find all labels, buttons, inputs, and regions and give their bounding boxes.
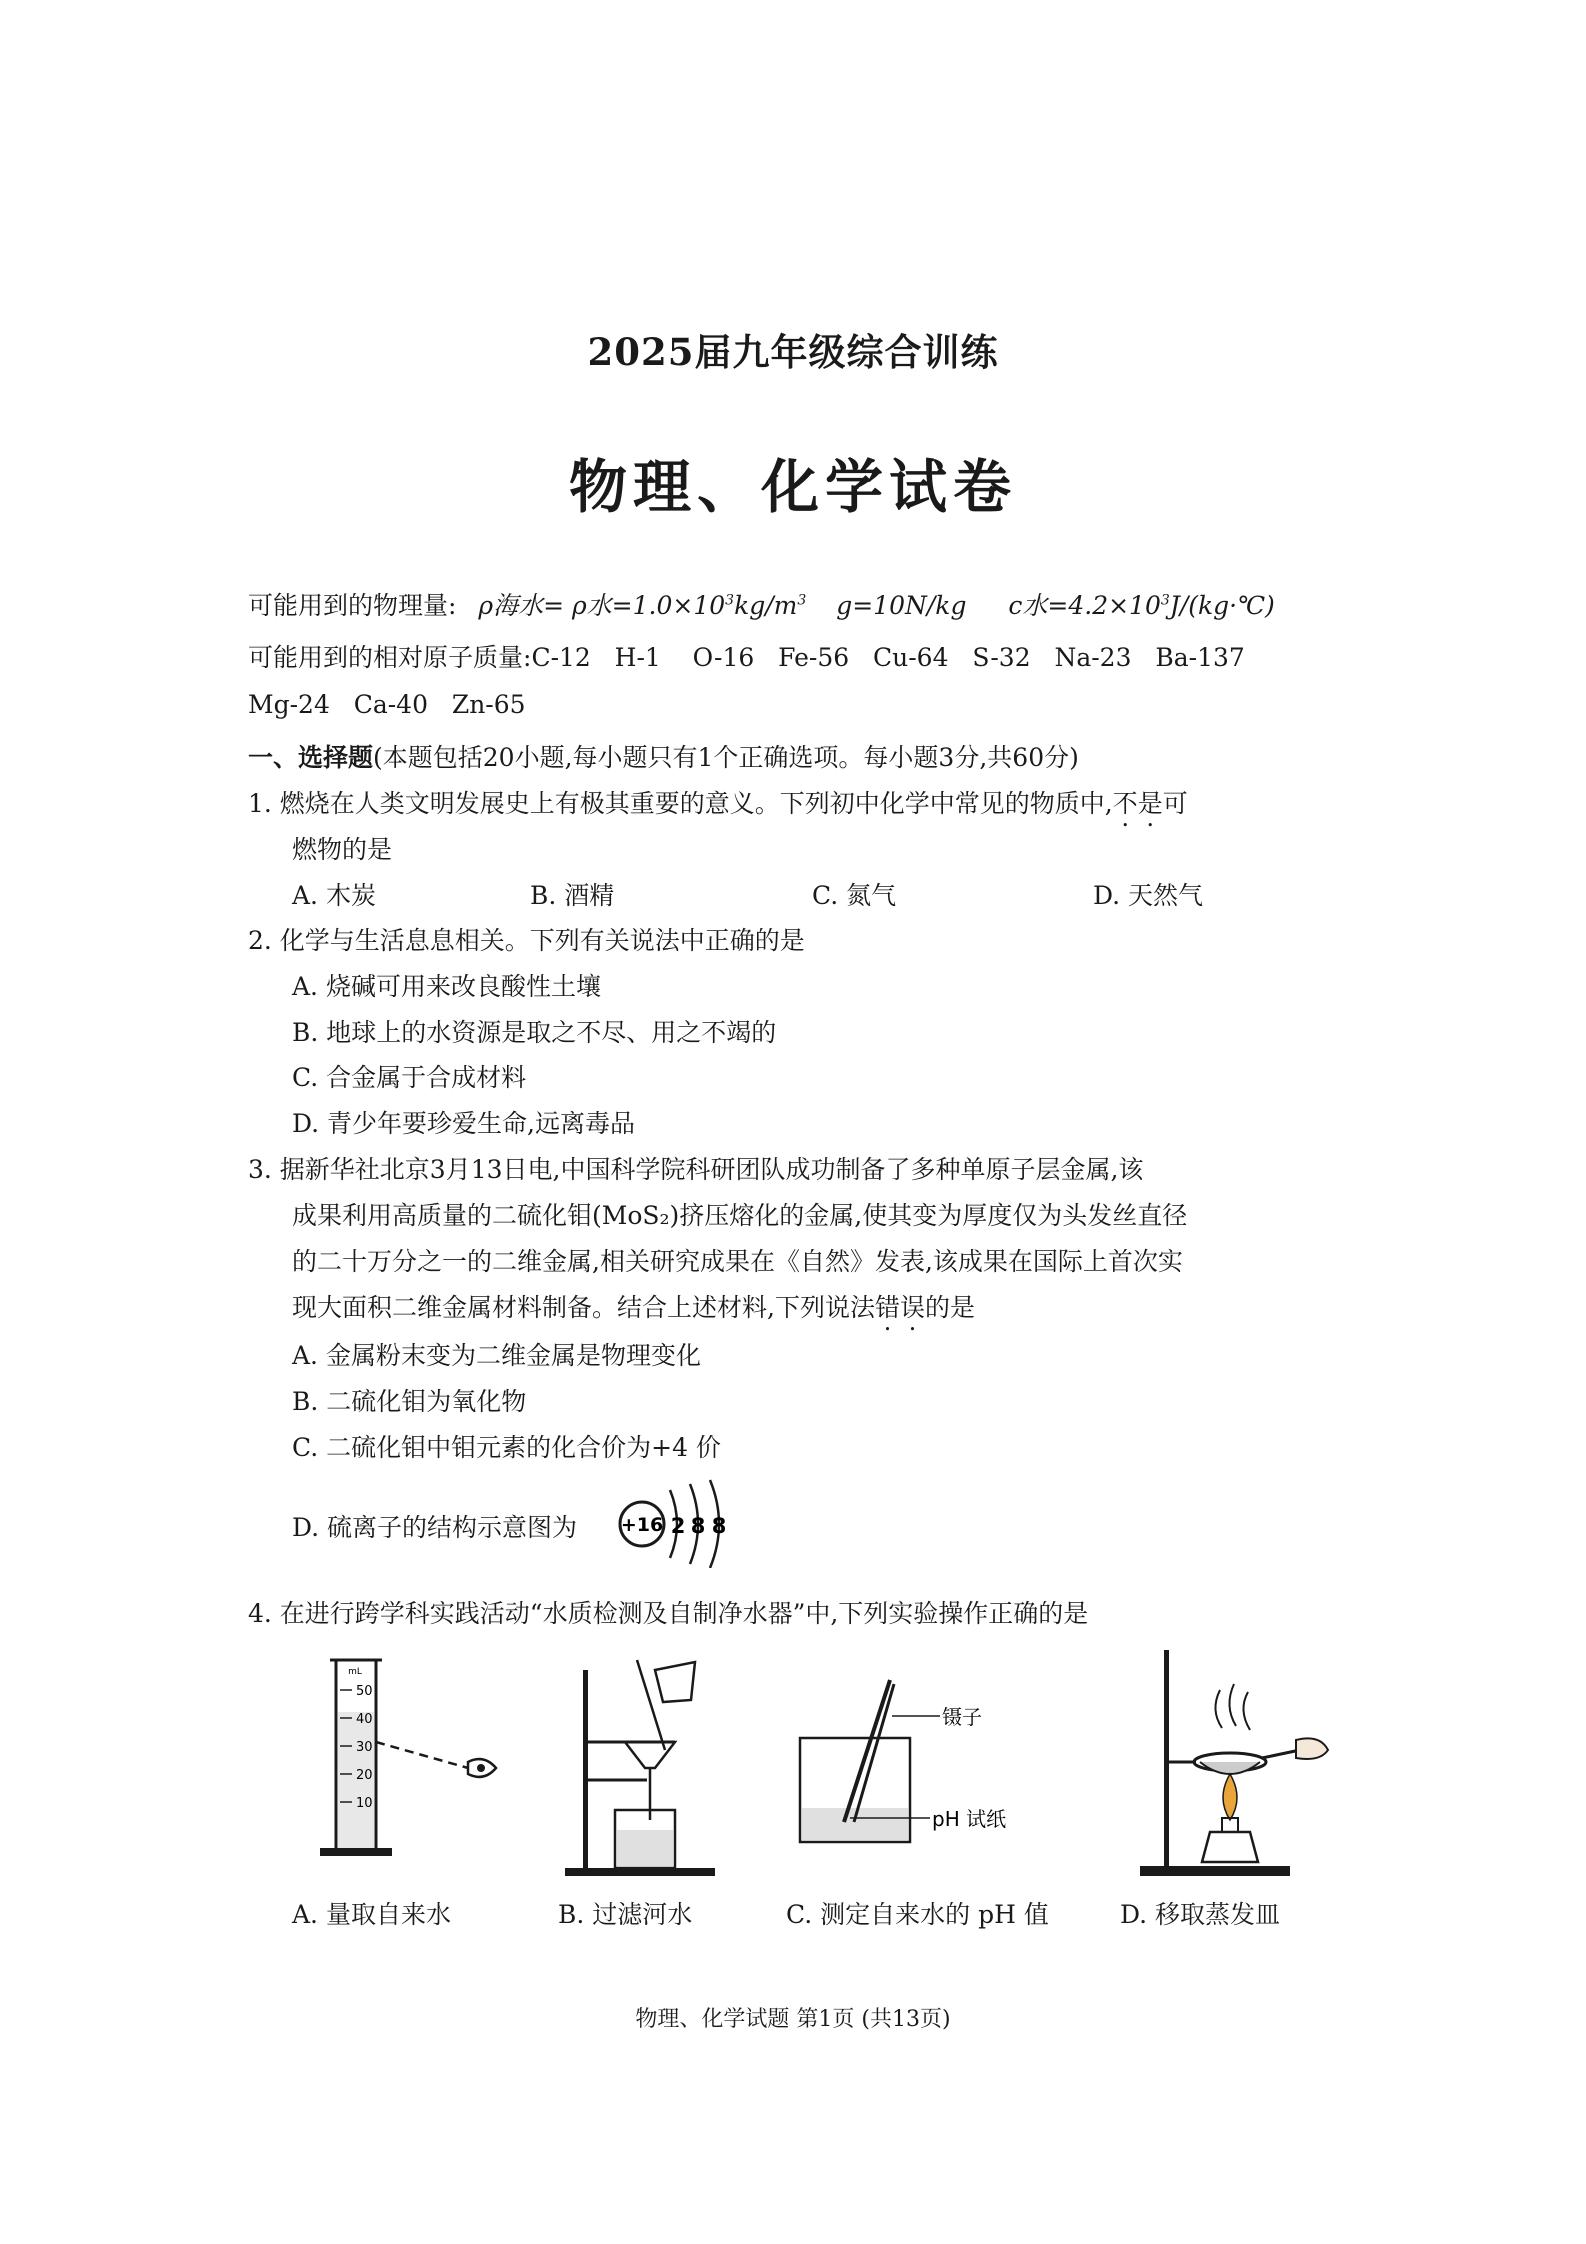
svg-text:mL: mL <box>348 1667 362 1677</box>
question-1-option-a: A. 木炭 <box>292 881 376 910</box>
atomic-mass-line-2: Mg-24 Ca-40 Zn-65 <box>248 690 526 719</box>
shell-1-electrons: 2 <box>670 1514 686 1538</box>
question-4-stem: 4. 在进行跨学科实践活动“水质检测及自制净水器”中,下列实验操作正确的是 <box>248 1599 1089 1628</box>
question-3-line-1: 3. 据新华社北京3月13日电,中国科学院科研团队成功制备了多种单原子层金属,该 <box>248 1155 1144 1184</box>
question-1-stem-2: 燃物的是 <box>292 835 393 864</box>
physics-constants-label: 可能用到的物理量: <box>248 591 457 620</box>
question-2-stem: 2. 化学与生活息息相关。下列有关说法中正确的是 <box>248 926 805 955</box>
emphasis-not: 不是 <box>1112 789 1163 818</box>
exam-paper-title: 物理、化学试卷 <box>568 453 1017 521</box>
section-title: 一、选择题 <box>248 743 374 772</box>
question-3-line-2: 成果利用高质量的二硫化钼(MoS₂)挤压熔化的金属,使其变为厚度仅为头发丝直径 <box>292 1201 1188 1230</box>
figure-graduated-cylinder <box>300 1650 530 1870</box>
exam-series-title: 2025届九年级综合训练 <box>587 330 999 374</box>
figure-evaporating-dish <box>1130 1650 1330 1880</box>
question-3-option-a: A. 金属粉末变为二维金属是物理变化 <box>292 1341 701 1370</box>
ph-paper-label: pH 试纸 <box>932 1807 1007 1831</box>
emphasis-wrong: 错误 <box>874 1293 925 1322</box>
question-3-line-4: 现大面积二维金属材料制备。结合上述材料,下列说法错误的是 <box>292 1293 975 1322</box>
hand-icon <box>1296 1738 1328 1759</box>
figure-ph-test <box>790 1650 1050 1880</box>
svg-text:30: 30 <box>356 1740 373 1755</box>
question-4-option-c: C. 测定自来水的 pH 值 <box>786 1900 1049 1929</box>
question-2-option-d: D. 青少年要珍爱生命,远离毒品 <box>292 1109 635 1138</box>
figure-filtration <box>555 1650 735 1880</box>
sulfide-ion-diagram <box>612 1472 742 1568</box>
svg-text:10: 10 <box>356 1796 373 1811</box>
svg-text:20: 20 <box>356 1768 373 1783</box>
question-1-stem: 1. 燃烧在人类文明发展史上有极其重要的意义。下列初中化学中常见的物质中,不是可 <box>248 789 1188 818</box>
question-2-option-a: A. 烧碱可用来改良酸性土壤 <box>292 972 601 1001</box>
question-3-option-d: D. 硫离子的结构示意图为 <box>292 1513 578 1542</box>
question-1-option-d: D. 天然气 <box>1093 881 1204 910</box>
svg-text:50: 50 <box>356 1684 373 1699</box>
question-3-option-c: C. 二硫化钼中钼元素的化合价为+4 价 <box>292 1433 721 1462</box>
g-expression: g=10N/kg <box>836 591 967 620</box>
question-4-option-b: B. 过滤河水 <box>558 1900 693 1929</box>
question-1-option-b: B. 酒精 <box>530 881 615 910</box>
question-3-line-3: 的二十万分之一的二维金属,相关研究成果在《自然》发表,该成果在国际上首次实 <box>292 1247 1183 1276</box>
atomic-mass-label: 可能用到的相对原子质量: <box>248 643 532 672</box>
question-2-option-b: B. 地球上的水资源是取之不尽、用之不竭的 <box>292 1018 777 1047</box>
section-note: (本题包括20小题,每小题只有1个正确选项。每小题3分,共60分) <box>373 743 1079 772</box>
atomic-mass-values: C-12 H-1 O-16 Fe-56 Cu-64 S-32 Na-23 Ba-137 <box>531 643 1245 672</box>
question-3-option-b: B. 二硫化钼为氧化物 <box>292 1387 527 1416</box>
question-1-option-c: C. 氮气 <box>812 881 897 910</box>
physics-constants-line <box>248 586 1275 622</box>
svg-text:40: 40 <box>356 1712 373 1727</box>
question-4-option-a: A. 量取自来水 <box>292 1900 451 1929</box>
section-heading <box>248 738 1079 774</box>
shell-3-electrons: 8 <box>711 1514 727 1538</box>
c-expression: c水$=4.2\times 10^3J/(kg\cdot℃)$ <box>1008 591 1275 620</box>
question-4-option-d: D. 移取蒸发皿 <box>1120 1900 1281 1929</box>
flame-icon <box>1223 1774 1237 1820</box>
nucleus-charge: +16 <box>620 1514 664 1536</box>
page-footer: 物理、化学试题 第1页 (共13页) <box>635 2007 951 2032</box>
rho-expression: ρ海水= ρ水$=1.0\times 10^3kg/m^3$ <box>478 591 807 620</box>
tweezers-label: 镊子 <box>942 1705 982 1729</box>
question-2-option-c: C. 合金属于合成材料 <box>292 1063 527 1092</box>
atomic-mass-line-1 <box>248 638 1245 674</box>
shell-2-electrons: 8 <box>690 1514 706 1538</box>
